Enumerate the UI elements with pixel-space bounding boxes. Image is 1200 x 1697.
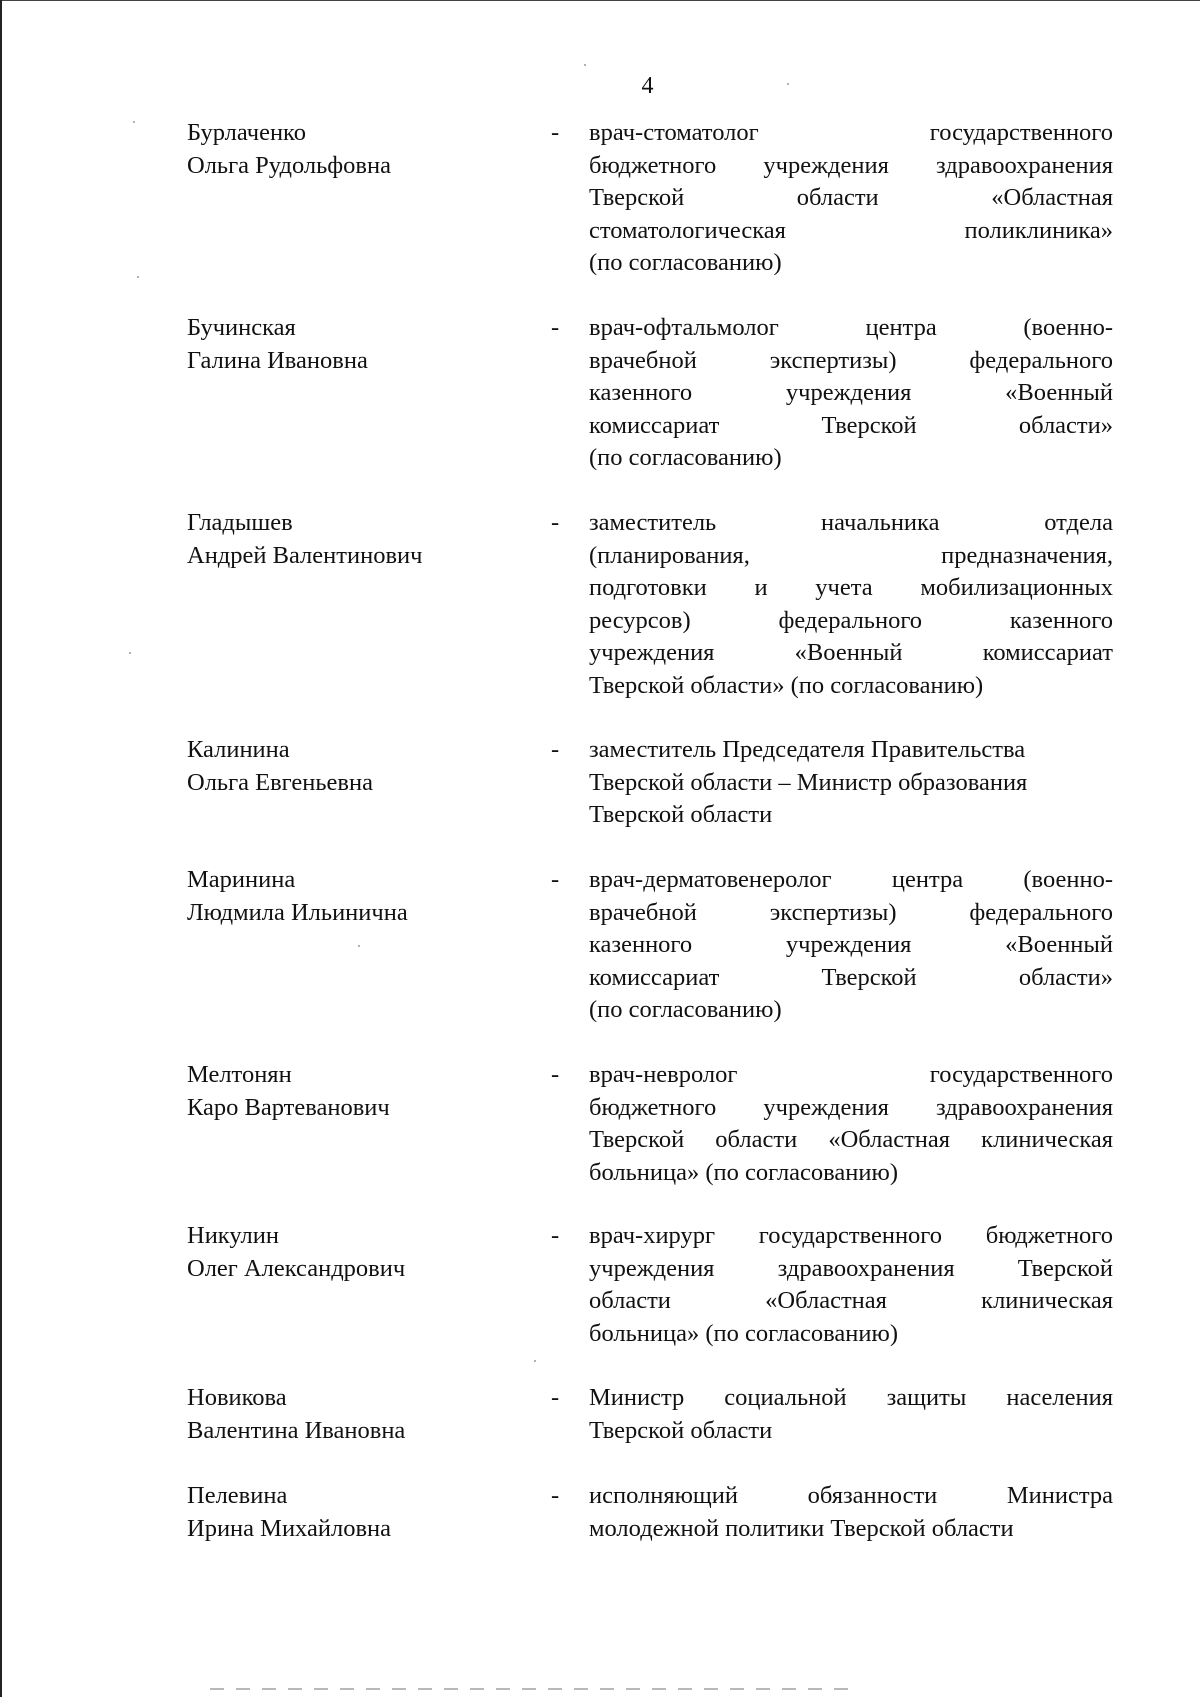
position-line: (по согласованию): [589, 996, 782, 1023]
member-name: [187, 864, 507, 929]
member-surname: Бурлаченко: [187, 119, 306, 146]
entry-dash: -: [551, 1384, 560, 1411]
entry-dash: -: [551, 119, 560, 146]
member-position: [589, 1382, 1113, 1447]
member-name: [187, 1220, 507, 1285]
member-given-names: Каро Вартеванович: [187, 1093, 390, 1121]
position-line: заместитель начальника отдела: [589, 509, 1113, 536]
entry-dash: -: [551, 736, 560, 763]
position-line: ресурсов) федерального казенного: [589, 606, 1113, 634]
scan-bottom-artifact: [210, 1688, 850, 1690]
member-surname: Калинина: [187, 736, 290, 763]
member-given-names: Олег Александрович: [187, 1254, 406, 1282]
position-line: (планирования, предназначения,: [589, 541, 1113, 569]
scan-speck: [129, 652, 131, 654]
position-line: больница» (по согласованию): [589, 1158, 898, 1186]
member-name: [187, 1059, 507, 1124]
member-name: [187, 117, 507, 182]
position-line: казенного учреждения «Военный: [589, 379, 1113, 406]
position-line: (по согласованию): [589, 249, 782, 276]
position-line: комиссариат Тверской области»: [589, 411, 1113, 439]
member-given-names: Ольга Евгеньевна: [187, 768, 373, 796]
member-given-names: Ирина Михайловна: [187, 1514, 392, 1542]
position-line: заместитель Председателя Правительства: [589, 736, 1026, 763]
position-line: Тверской области» (по согласованию): [589, 671, 984, 699]
position-line: врач-дерматовенеролог центра (военно-: [589, 866, 1113, 893]
member-position: [589, 864, 1113, 1027]
position-line: врач-стоматолог государственного: [589, 119, 1113, 146]
member-surname: Никулин: [187, 1222, 279, 1249]
position-line: учреждения «Военный комиссариат: [589, 639, 1113, 666]
scan-speck: [534, 1360, 536, 1362]
entry-dash: -: [551, 1061, 560, 1088]
position-line: молодежной политики Тверской области: [589, 1514, 1014, 1542]
entry-dash: -: [551, 1222, 560, 1249]
position-line: врачебной экспертизы) федерального: [589, 346, 1113, 374]
position-line: Тверской области: [589, 1416, 773, 1444]
entry-dash: -: [551, 1482, 560, 1509]
member-position: [589, 117, 1113, 280]
position-line: бюджетного учреждения здравоохранения: [589, 1093, 1113, 1121]
member-name: [187, 1480, 507, 1545]
position-line: (по согласованию): [589, 444, 782, 471]
position-line: врач-невролог государственного: [589, 1061, 1113, 1088]
member-given-names: Ольга Рудольфовна: [187, 151, 391, 179]
scan-speck: [787, 83, 789, 85]
position-line: Тверской области: [589, 801, 773, 828]
member-name: [187, 312, 507, 377]
member-surname: Маринина: [187, 866, 296, 893]
position-line: стоматологическая поликлиника»: [589, 216, 1113, 244]
position-line: исполняющий обязанности Министра: [589, 1482, 1113, 1509]
position-line: больница» (по согласованию): [589, 1319, 898, 1347]
position-line: Министр социальной защиты населения: [589, 1384, 1113, 1411]
member-position: [589, 1220, 1113, 1350]
scan-speck: [358, 945, 360, 947]
entry-dash: -: [551, 509, 560, 536]
position-line: Тверской области «Областная клиническая: [589, 1126, 1113, 1153]
position-line: казенного учреждения «Военный: [589, 931, 1113, 958]
member-given-names: Валентина Ивановна: [187, 1416, 406, 1444]
member-surname: Бучинская: [187, 314, 296, 341]
member-position: [589, 1059, 1113, 1189]
member-given-names: Людмила Ильинична: [187, 898, 408, 926]
member-position: [589, 507, 1113, 702]
position-line: врач-офтальмолог центра (военно-: [589, 314, 1113, 341]
entry-dash: -: [551, 314, 560, 341]
member-name: [187, 507, 507, 572]
position-line: учреждения здравоохранения Тверской: [589, 1254, 1113, 1282]
position-line: Тверской области – Министр образования: [589, 768, 1028, 796]
position-line: подготовки и учета мобилизационных: [589, 574, 1113, 601]
scan-speck: [137, 276, 139, 278]
position-line: врачебной экспертизы) федерального: [589, 898, 1113, 926]
position-line: комиссариат Тверской области»: [589, 963, 1113, 991]
member-surname: Гладышев: [187, 509, 293, 536]
entry-dash: -: [551, 866, 560, 893]
member-given-names: Андрей Валентинович: [187, 541, 423, 569]
member-position: [589, 312, 1113, 475]
position-line: Тверской области «Областная: [589, 184, 1113, 211]
member-given-names: Галина Ивановна: [187, 346, 368, 374]
member-name: [187, 1382, 507, 1447]
page-number: 4: [641, 73, 654, 99]
scan-speck: [133, 121, 135, 123]
member-name: [187, 734, 507, 799]
member-position: [589, 734, 1113, 832]
position-line: врач-хирург государственного бюджетного: [589, 1222, 1113, 1249]
scan-speck: [584, 64, 586, 66]
member-surname: Новикова: [187, 1384, 287, 1411]
member-surname: Пелевина: [187, 1482, 288, 1509]
member-surname: Мелтонян: [187, 1061, 292, 1088]
position-line: области «Областная клиническая: [589, 1287, 1113, 1314]
position-line: бюджетного учреждения здравоохранения: [589, 151, 1113, 179]
member-position: [589, 1480, 1113, 1545]
